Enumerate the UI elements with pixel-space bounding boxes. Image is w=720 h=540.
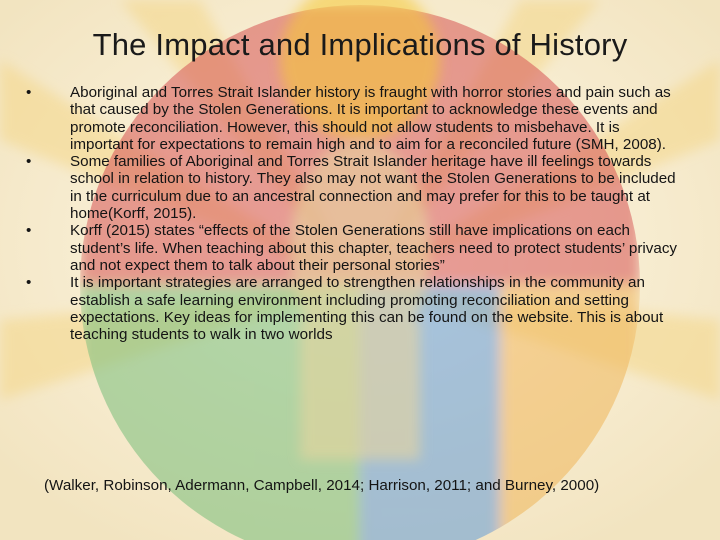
bullet-text: Aboriginal and Torres Strait Islander history is fraught with horror stories and pain such as that caused by the Stolen Generations. It is important to acknowledge these events and promote reconciliation. However, this should not allow students to misbehave. It is important for expectations to remain high and to aim for a reconciled future (SMH, 2008). xyxy=(70,84,671,153)
bullet-list xyxy=(24,84,684,343)
bullet-item xyxy=(24,153,684,222)
bullet-item xyxy=(24,274,684,343)
bullet-text: Korff (2015) states “effects of the Stolen Generations still have implications on each student’s life. When teaching about this chapter, teachers need to protect students’ privacy and not expect them to talk about their personal stories” xyxy=(70,222,678,274)
bullet-dot-icon: • xyxy=(26,153,32,171)
bullet-dot-icon: • xyxy=(26,84,32,101)
bullet-dot-icon: • xyxy=(26,274,32,292)
slide-title: The Impact and Implications of History xyxy=(92,27,628,62)
bullet-dot-icon: • xyxy=(26,222,32,240)
bullet-item xyxy=(24,222,684,274)
bullet-item xyxy=(24,84,684,153)
bullet-text: It is important strategies are arranged to strengthen relationships in the community an establish a safe learning environment including promoting reconciliation and setting expectations. Key ideas for implementing this can be found on the website. This is about teaching students to walk in two worlds xyxy=(70,274,664,344)
bullet-text: Some families of Aboriginal and Torres Strait Islander heritage have ill feelings towards school in relation to history. They also may not want the Stolen Generations to be included in the curriculum due to an ancestral connection and may prefer for this to be taught at home(Korff, 2015). xyxy=(70,153,676,223)
citation: (Walker, Robinson, Adermann, Campbell, 2014; Harrison, 2011; and Burney, 2000) xyxy=(44,477,600,494)
